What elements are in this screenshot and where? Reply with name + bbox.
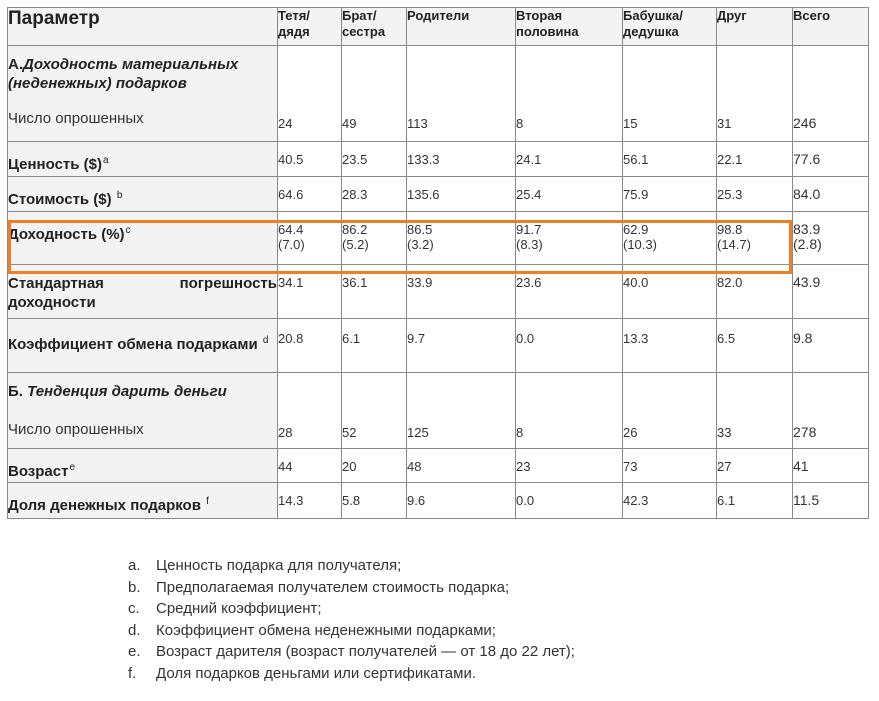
price-grandparent: 75.9 (623, 177, 717, 212)
money-parents: 9.6 (407, 483, 516, 519)
footnote-item: a. Ценность подарка для получателя; (128, 557, 402, 574)
gift-yield-table (7, 7, 869, 519)
yield-parents: 86.5 (3.2) (407, 212, 516, 265)
age-note: e (69, 462, 76, 473)
value-friend: 22.1 (717, 142, 793, 177)
header-total: Всего (793, 8, 869, 46)
yield-row (8, 212, 869, 265)
price-total: 84.0 (793, 177, 869, 212)
count-a-total: 246 (793, 46, 869, 142)
count-a-partner: 8 (516, 46, 623, 142)
count-b-aunt-uncle: 28 (278, 373, 342, 449)
exchange-note: d (262, 335, 269, 346)
value-label: Ценность ($)$^a$ (8, 142, 278, 177)
footnote-item: c. Средний коэффициент; (128, 600, 322, 617)
count-b-parents: 125 (407, 373, 516, 449)
money-label: Доля денежных подарков $^f$ (8, 483, 278, 519)
age-parents: 48 (407, 449, 516, 483)
footnote-item: f. Доля подарков деньгами или сертификатами. (128, 664, 477, 682)
exchange-sibling: 6.1 (342, 319, 407, 373)
age-grandparent: 73 (623, 449, 717, 483)
stderr-friend: 82.0 (717, 265, 793, 319)
price-row (8, 177, 869, 212)
age-total: 41 (793, 449, 869, 483)
money-sibling: 5.8 (342, 483, 407, 519)
count-b-sibling: 52 (342, 373, 407, 449)
count-b-partner: 8 (516, 373, 623, 449)
footnotes-list (128, 555, 575, 684)
count-a-parents: 113 (407, 46, 516, 142)
value-total: 77.6 (793, 142, 869, 177)
yield-error: (3.2) (407, 237, 434, 252)
age-sibling: 20 (342, 449, 407, 483)
header-row (8, 8, 869, 46)
section-b-title: Б. Тенденция дарить деньги (8, 383, 227, 400)
money-note: f (206, 496, 209, 507)
footnote-item: b. Предполагаемая получателем стоимость подарка; (128, 578, 510, 596)
header-sibling: Брат/ сестра (342, 8, 407, 46)
yield-error: (8.3) (516, 237, 543, 252)
money-friend: 6.1 (717, 483, 793, 519)
price-sibling: 28.3 (342, 177, 407, 212)
header-parameter: Параметр (8, 8, 278, 46)
yield-sibling: 86.2 (5.2) (342, 212, 407, 265)
section-a-count-label: Число опрошенных (8, 110, 144, 127)
section-b-cell (8, 373, 278, 449)
yield-grandparent: 62.9 (10.3) (623, 212, 717, 265)
age-friend: 27 (717, 449, 793, 483)
age-row (8, 449, 869, 483)
exchange-label: Коэффициент обмена подарками $^d$ (8, 319, 278, 373)
exchange-aunt-uncle: 20.8 (278, 319, 342, 373)
age-label: Возраст$^e$ (8, 449, 278, 483)
section-a-row (8, 46, 869, 142)
value-note: a (102, 155, 109, 166)
price-aunt-uncle: 64.6 (278, 177, 342, 212)
stderr-sibling: 36.1 (342, 265, 407, 319)
money-grandparent: 42.3 (623, 483, 717, 519)
yield-error: (5.2) (342, 237, 369, 252)
stderr-label: Стандартная погрешность доходности (8, 265, 278, 319)
exchange-row (8, 319, 869, 373)
exchange-total: 9.8 (793, 319, 869, 373)
yield-error: (7.0) (278, 237, 305, 252)
yield-error: (2.8) (793, 236, 822, 252)
price-friend: 25.3 (717, 177, 793, 212)
price-note: b (116, 190, 123, 201)
stderr-aunt-uncle: 34.1 (278, 265, 342, 319)
stderr-total: 43.9 (793, 265, 869, 319)
price-parents: 135.6 (407, 177, 516, 212)
stderr-row (8, 265, 869, 319)
exchange-friend: 6.5 (717, 319, 793, 373)
footnote-item: d. Коэффициент обмена неденежными подарками; (128, 621, 496, 639)
count-a-grandparent: 15 (623, 46, 717, 142)
yield-total: 83.9 (2.8) (793, 212, 869, 265)
stderr-parents: 33.9 (407, 265, 516, 319)
footnote-item: e. Возраст дарителя (возраст получателей — от 18 до 22 лет); (128, 643, 575, 660)
section-b-row (8, 373, 869, 449)
count-b-total: 278 (793, 373, 869, 449)
stderr-grandparent: 40.0 (623, 265, 717, 319)
value-aunt-uncle: 40.5 (278, 142, 342, 177)
section-a-cell (8, 46, 278, 142)
yield-friend: 98.8 (14.7) (717, 212, 793, 265)
value-parents: 133.3 (407, 142, 516, 177)
yield-error: (10.3) (623, 237, 657, 252)
count-b-grandparent: 26 (623, 373, 717, 449)
money-partner: 0.0 (516, 483, 623, 519)
yield-label: Доходность (%)$^c$ (8, 212, 278, 265)
yield-error: (14.7) (717, 237, 751, 252)
age-partner: 23 (516, 449, 623, 483)
value-partner: 24.1 (516, 142, 623, 177)
yield-note: c (125, 225, 131, 236)
header-friend: Друг (717, 8, 793, 46)
count-a-friend: 31 (717, 46, 793, 142)
money-aunt-uncle: 14.3 (278, 483, 342, 519)
count-a-aunt-uncle: 24 (278, 46, 342, 142)
age-aunt-uncle: 44 (278, 449, 342, 483)
yield-partner: 91.7 (8.3) (516, 212, 623, 265)
price-label: Стоимость ($) $^b$ (8, 177, 278, 212)
header-partner: Вторая половина (516, 8, 623, 46)
exchange-grandparent: 13.3 (623, 319, 717, 373)
exchange-partner: 0.0 (516, 319, 623, 373)
value-grandparent: 56.1 (623, 142, 717, 177)
exchange-parents: 9.7 (407, 319, 516, 373)
section-b-count-label: Число опрошенных (8, 421, 144, 438)
value-sibling: 23.5 (342, 142, 407, 177)
count-b-friend: 33 (717, 373, 793, 449)
header-aunt-uncle: Тетя/ дядя (278, 8, 342, 46)
yield-aunt-uncle: 64.4 (7.0) (278, 212, 342, 265)
price-partner: 25.4 (516, 177, 623, 212)
money-row (8, 483, 869, 519)
value-row (8, 142, 869, 177)
section-a-title: А.Доходность материальных (неденежных) подарков (8, 56, 239, 92)
stderr-partner: 23.6 (516, 265, 623, 319)
header-parents: Родители (407, 8, 516, 46)
header-grandparent: Бабушка/ дедушка (623, 8, 717, 46)
count-a-sibling: 49 (342, 46, 407, 142)
money-total: 11.5 (793, 483, 869, 519)
